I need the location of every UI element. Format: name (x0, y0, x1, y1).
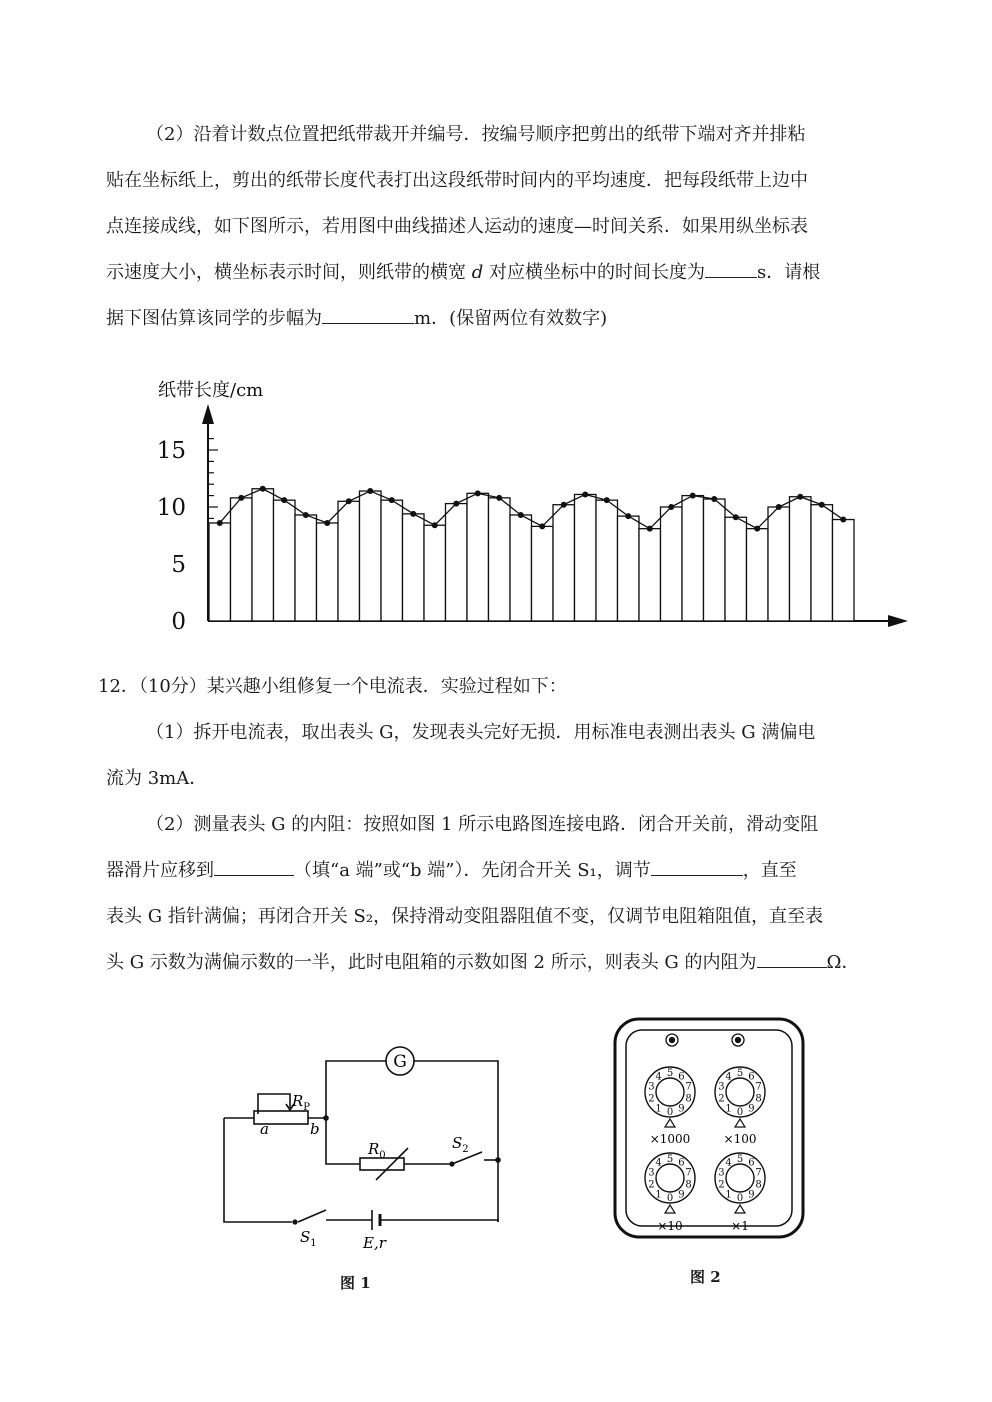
midpoint-dot (324, 520, 330, 526)
dial-1000-digit: 8 (685, 1093, 692, 1105)
midpoint-dot (453, 501, 459, 507)
dial-100-digit: 8 (755, 1093, 762, 1105)
dial-1-digit: 8 (755, 1179, 762, 1191)
dial-1-digit: 4 (725, 1157, 732, 1169)
tape-bar (790, 497, 812, 621)
q11-line3: 点连接成线，如下图所示，若用图中曲线描述人运动的速度—时间关系．如果用纵坐标表 (106, 216, 808, 237)
dial-1-digit: 6 (748, 1157, 755, 1169)
dial-1-digit: 0 (736, 1193, 744, 1204)
wire-mid-left (326, 1118, 360, 1164)
resistance-box-fig2 (612, 1016, 808, 1242)
dial-10-digit: 5 (666, 1154, 674, 1165)
circuit-diagram-fig1 (200, 1030, 520, 1260)
dial-1000-digit: 1 (655, 1103, 662, 1115)
midpoint-dot (561, 502, 567, 508)
midpoint-dot (389, 497, 395, 503)
switch-s1-blade (298, 1210, 326, 1222)
midpoint-dot (432, 522, 438, 528)
midpoint-dot (754, 526, 760, 532)
tape-bar (338, 501, 360, 621)
q11-part2-text (106, 112, 914, 342)
dial-1000-digit: 9 (678, 1103, 685, 1115)
wire-bottom-right (380, 1220, 498, 1222)
end-b-label: b (310, 1120, 320, 1138)
dial-100-digit: 0 (736, 1107, 744, 1118)
dial-100-digit: 7 (755, 1081, 762, 1093)
dial-10-digit: 4 (655, 1157, 662, 1169)
q11-line5: 据下图估算该同学的步幅为 m．(保留两位有效数字) (106, 296, 914, 342)
dial-10-digit: 7 (685, 1167, 692, 1179)
tape-bar (252, 489, 274, 621)
tape-bar (360, 491, 382, 621)
dial-10-digit: 9 (678, 1189, 685, 1201)
tape-bar (209, 523, 231, 621)
dial-1-digit: 5 (736, 1154, 744, 1165)
wire-left (224, 1118, 292, 1222)
midpoint-dot (475, 490, 481, 496)
dial-1000-digit: 7 (685, 1081, 692, 1093)
tape-bar (403, 514, 425, 621)
q11-line2: 贴在坐标纸上，剪出的纸带长度代表打出这段纸带时间内的平均速度．把每段纸带上边中 (106, 170, 808, 191)
tape-bar (725, 517, 747, 621)
q11-line1: （2）沿着计数点位置把纸带裁开并编号．按编号顺序把剪出的纸带下端对齐并排粘 (146, 124, 806, 145)
midpoint-dot (776, 504, 782, 510)
midpoint-dot (410, 511, 416, 517)
dial-100-digit: 5 (736, 1068, 744, 1079)
q12-p1-line2: 流为 3mA． (106, 768, 208, 789)
y-tick-label: 10 (156, 495, 186, 521)
midpoint-dot (797, 494, 803, 500)
battery-label: E,r (363, 1234, 386, 1252)
dial-10-digit: 0 (666, 1193, 674, 1204)
q12-p1-line1: （1）拆开电流表，取出表头 G，发现表头完好无损．用标准电表测出表头 G 满偏电 (146, 722, 816, 743)
midpoint-dot (238, 495, 244, 501)
midpoint-dot (539, 523, 545, 529)
answer-blank-resistance[interactable] (757, 949, 827, 968)
dial-1000-digit: 3 (648, 1081, 655, 1093)
dial-multiplier-1: ×1 (731, 1219, 749, 1233)
q11-line4: 示速度大小，横坐标表示时间，则纸带的横宽 d 对应横坐标中的时间长度为 s．请根 (106, 250, 914, 296)
tape-bar (618, 516, 640, 621)
tape-bar (639, 529, 661, 621)
dial-1-digit: 2 (718, 1179, 725, 1191)
fig2-caption: 图 2 (690, 1268, 721, 1286)
midpoint-dot (217, 520, 223, 526)
tape-bar (510, 515, 532, 621)
switch-s2-label: $S_2$ (452, 1134, 469, 1155)
switch-s1-label: $S_1$ (300, 1228, 317, 1249)
tape-bar (833, 520, 855, 621)
dial-10-digit: 8 (685, 1179, 692, 1191)
dial-100-digit: 4 (725, 1071, 732, 1083)
tape-bar (768, 507, 790, 621)
y-axis-arrow (202, 404, 214, 424)
q12-p2-line2: 器滑片应移到 （填“a 端”或“b 端”）．先闭合开关 S₁，调节 ，直至 (106, 848, 914, 894)
dial-10-digit: 2 (648, 1179, 655, 1191)
dial-100-digit: 2 (718, 1093, 725, 1105)
tape-bar (381, 500, 403, 621)
midpoint-dot (604, 497, 610, 503)
tape-bar (446, 504, 468, 621)
node-dot-b (323, 1115, 329, 1121)
tape-bar (553, 505, 575, 621)
answer-blank-slider-end[interactable] (214, 857, 294, 876)
dial-10-digit: 1 (655, 1189, 662, 1201)
dial-100-digit: 3 (718, 1081, 725, 1093)
midpoint-dot (281, 497, 287, 503)
dial-10-digit: 6 (678, 1157, 685, 1169)
node-dot-right (495, 1157, 501, 1163)
tape-bar (661, 507, 683, 621)
q12-p2-line4: 头 G 示数为满偏示数的一半，此时电阻箱的示数如图 2 所示，则表头 G 的内阻为 Ω． (106, 940, 914, 986)
q12-p2-line1: （2）测量表头 G 的内阻：按照如图 1 所示电路图连接电路．闭合开关前，滑动变阻 (146, 814, 819, 835)
tape-length-chart (140, 370, 930, 660)
tape-bar (747, 529, 769, 621)
tape-bar (424, 525, 446, 621)
answer-blank-time[interactable] (705, 259, 757, 278)
box-outer (615, 1019, 803, 1237)
q12-p2-line3: 表头 G 指针满偏；再闭合开关 S₂，保持滑动变阻器阻值不变，仅调节电阻箱阻值，直至表 (106, 906, 824, 927)
tape-bar (811, 505, 833, 621)
dial-1000-digit: 5 (666, 1068, 674, 1079)
tape-bar (489, 498, 511, 621)
wire-top-left (326, 1061, 386, 1118)
midpoint-dot (260, 486, 266, 492)
dial-100-digit: 9 (748, 1103, 755, 1115)
fig1-caption: 图 1 (340, 1274, 371, 1292)
galvanometer-label: G (393, 1052, 407, 1072)
midpoint-dot (668, 504, 674, 510)
midpoint-dot (582, 491, 588, 497)
tape-bar (596, 500, 618, 621)
end-a-label: a (260, 1120, 269, 1138)
dial-100-digit: 6 (748, 1071, 755, 1083)
q12-text (98, 664, 914, 986)
y-tick-label: 0 (171, 609, 186, 635)
tape-bar (274, 500, 296, 621)
answer-blank-adjust[interactable] (651, 857, 743, 876)
y-tick-label: 15 (156, 438, 186, 464)
dial-1000-pointer-icon (665, 1119, 675, 1127)
dial-multiplier-1000: ×1000 (649, 1132, 691, 1146)
midpoint-dot (496, 495, 502, 501)
midpoint-dot (733, 514, 739, 520)
dial-1-pointer-icon (735, 1205, 745, 1213)
y-tick-label: 5 (171, 552, 186, 578)
tape-length-chart-svg (140, 370, 930, 660)
dial-1000-digit: 6 (678, 1071, 685, 1083)
dial-1-digit: 3 (718, 1167, 725, 1179)
tape-bar (295, 515, 317, 621)
tape-bar (704, 499, 726, 621)
dial-10-digit: 3 (648, 1167, 655, 1179)
rheostat-label: $R_P$ (292, 1092, 311, 1113)
midpoint-dot (346, 498, 352, 504)
answer-blank-stride[interactable] (322, 305, 414, 324)
midpoint-dot (819, 502, 825, 508)
switch-s1-pivot (292, 1219, 297, 1224)
midpoint-dot (690, 493, 696, 499)
dial-1000-digit: 4 (655, 1071, 662, 1083)
midpoint-dot (647, 526, 653, 532)
dial-10-pointer-icon (665, 1205, 675, 1213)
box-inner (626, 1030, 792, 1226)
midpoint-dot (625, 513, 631, 519)
dial-1000-digit: 2 (648, 1093, 655, 1105)
dial-1000-digit: 0 (666, 1107, 674, 1118)
dial-1-digit: 7 (755, 1167, 762, 1179)
switch-s2-pivot (449, 1161, 454, 1166)
midpoint-dot (840, 517, 846, 523)
tape-bar (682, 496, 704, 621)
dial-1-digit: 1 (725, 1189, 732, 1201)
tape-bar (532, 526, 554, 621)
q12-header: 12．（10分）某兴趣小组修复一个电流表．实验过程如下： (98, 676, 567, 697)
dial-1-digit: 9 (748, 1189, 755, 1201)
dial-multiplier-10: ×10 (657, 1219, 683, 1233)
resistance-box-label: $R_0$ (368, 1140, 386, 1161)
y-axis-title: 纸带长度/cm (158, 380, 264, 401)
midpoint-dot (711, 496, 717, 502)
midpoint-dot (518, 512, 524, 518)
tape-bar (231, 498, 253, 621)
x-axis-arrow (888, 615, 908, 627)
tape-bar (467, 493, 489, 621)
tape-bar (575, 494, 597, 621)
midpoint-dot (303, 512, 309, 518)
dial-multiplier-100: ×100 (723, 1132, 757, 1146)
dial-100-pointer-icon (735, 1119, 745, 1127)
tape-bar (317, 523, 339, 621)
dial-100-digit: 1 (725, 1103, 732, 1115)
midpoint-dot (367, 488, 373, 494)
